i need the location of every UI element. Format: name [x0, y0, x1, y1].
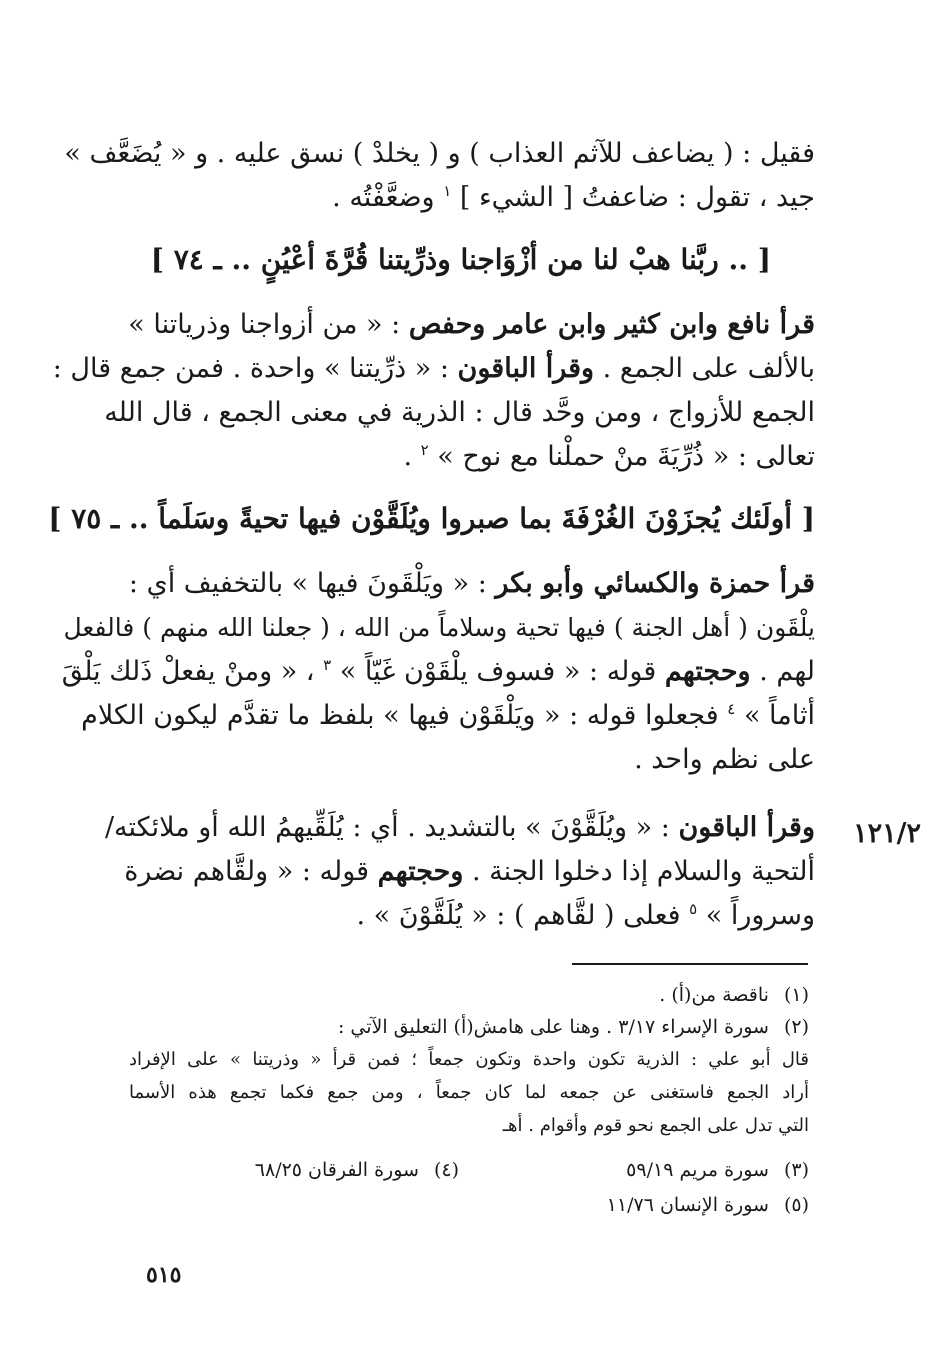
argument-bold: وحجتهم	[377, 856, 464, 887]
paragraph-1-line-1: فقيل : ( يضاعف للآثم العذاب ) و ( يخلدْ ) نسق عليه . و « يُضَعَّف »	[64, 138, 815, 169]
footnote-number: (٢)	[783, 1016, 809, 1038]
paragraph-2-line-4	[135, 437, 815, 477]
text-run: .	[403, 441, 413, 472]
footnote-divider	[572, 963, 808, 965]
text-run: : « ويُلَقَّوْنَ » بالتشديد . أي : يُلَقِّيهمُ الله أو ملائكته/	[104, 812, 670, 843]
footnote-marker-5: ٥	[689, 900, 698, 918]
text-run: : « ويَلْقَونَ فيها » بالتخفيف أي :	[128, 568, 487, 599]
paragraph-2-line-1	[128, 305, 815, 345]
text-run: فعلى ( لقَّاهم ) : « يُلَقَّوْنَ » .	[356, 900, 681, 931]
text-run: ، « ومنْ يفعلْ ذَلك يَلْقَ	[61, 656, 315, 687]
reciters-bold: وقرأ الباقون	[678, 812, 815, 843]
page-number: ٥١٥	[146, 1262, 182, 1288]
footnote-3	[626, 1155, 809, 1185]
footnote-4	[255, 1155, 459, 1185]
footnote-5	[607, 1190, 809, 1220]
footnote-number: (١)	[783, 984, 809, 1006]
text-run: : « من أزواجنا وذرياتنا »	[128, 309, 401, 340]
paragraph-4-line-3	[135, 896, 815, 936]
text-run: فجعلوا قوله : « ويَلْقَوْن فيها » بلفظ ما تقدَّم ليكون الكلام	[81, 700, 719, 731]
reciters-bold: وقرأ الباقون	[457, 353, 595, 384]
paragraph-4-line-2	[124, 852, 815, 892]
argument-bold: وحجتهم	[664, 656, 751, 687]
verse-74: [ .. ربَّنا هبْ لنا من أزْوَاجنا وذرِّيتنا قُرَّةَ أعْيُنٍ .. ـ ٧٤ ]	[150, 243, 771, 276]
text-run: : « ذرِّيتنا » واحدة . فمن جمع قال :	[52, 353, 449, 384]
paragraph-4-line-1	[104, 808, 815, 848]
footnote-text: سورة الفرقان ٦٨/٢٥	[254, 1159, 419, 1181]
paragraph-3-line-3	[61, 652, 815, 692]
footnote-2-comment-line-1: قال أبو علي : الذرية تكون واحدة وتكون جمعاً ؛ فمن قرأ « وذريتنا » على الإفراد	[129, 1049, 809, 1070]
text-run: أثاماً »	[743, 700, 815, 731]
footnote-marker-2: ٢	[420, 441, 429, 459]
footnote-text: سورة مريم ٥٩/١٩	[626, 1159, 769, 1181]
paragraph-2-line-2	[52, 349, 815, 389]
footnote-marker-3: ٣	[323, 656, 332, 674]
paragraph-3-line-1	[128, 564, 815, 604]
footnote-marker-4: ٤	[727, 700, 736, 718]
paragraph-3-line-4	[81, 696, 815, 736]
footnote-text: ناقصة من(أ) .	[659, 984, 769, 1006]
paragraph-2-line-3: الجمع للأزواج ، ومن وحَّد قال : الذرية في معنى الجمع ، قال الله	[104, 397, 815, 428]
text-run: وضعَّفْتُه .	[332, 182, 435, 213]
footnote-marker-1: ١	[443, 182, 452, 200]
footnote-2-comment-line-2: أراد الجمع فاستغنى عن جمعه لما كان جمعاً ، ومن جمع فكما تجمع هذه الأسما	[129, 1082, 809, 1103]
manuscript-folio-reference: ١٢١/٢	[853, 818, 921, 849]
footnote-2	[135, 1012, 809, 1042]
text-run: تعالى : « ذُرِّيَةَ منْ حملْنا مع نوح »	[437, 441, 815, 472]
paragraph-3-line-5: على نظم واحد .	[634, 744, 815, 775]
text-run: لهم .	[759, 656, 815, 687]
verse-75: [ أولَئك يُجزَوْنَ الغُرْفَةَ بما صبروا ويُلَقَّوْن فيها تحيةً وسَلَماً .. ـ ٧٥ ]	[48, 502, 815, 535]
paragraph-1-line-2	[135, 178, 815, 218]
footnote-text: سورة الإنسان ١١/٧٦	[606, 1194, 769, 1216]
text-run: ألتحية والسلام إذا دخلوا الجنة .	[471, 856, 815, 887]
paragraph-3-line-2: يلْقَون ( أهل الجنة ) فيها تحية وسلاماً من الله ، ( جعلنا الله منهم ) فالفعل	[63, 613, 815, 642]
footnote-2-comment-line-3: التي تدل على الجمع نحو قوم وأقوام . أهـ	[502, 1115, 809, 1136]
footnote-number: (٥)	[783, 1194, 809, 1216]
text-run: جيد ، تقول : ضاعفتُ [ الشيء ]	[459, 182, 815, 213]
footnote-text: سورة الإسراء ٣/١٧ . وهنا على هامش(أ) التعليق الآتي :	[337, 1016, 769, 1038]
footnote-number: (٤)	[433, 1159, 459, 1181]
reciters-bold: قرأ حمزة والكسائي وأبو بكر	[495, 568, 815, 599]
text-run: قوله : « ولقَّاهم نضرة	[124, 856, 370, 887]
reciters-bold: قرأ نافع وابن كثير وابن عامر وحفص	[408, 309, 815, 340]
text-run: وسروراً »	[705, 900, 815, 931]
text-run: بالألف على الجمع .	[602, 353, 815, 384]
text-run: قوله : « فسوف يلْقَوْن غَيّاً »	[339, 656, 657, 687]
footnote-number: (٣)	[783, 1159, 809, 1181]
footnote-1	[135, 980, 809, 1010]
